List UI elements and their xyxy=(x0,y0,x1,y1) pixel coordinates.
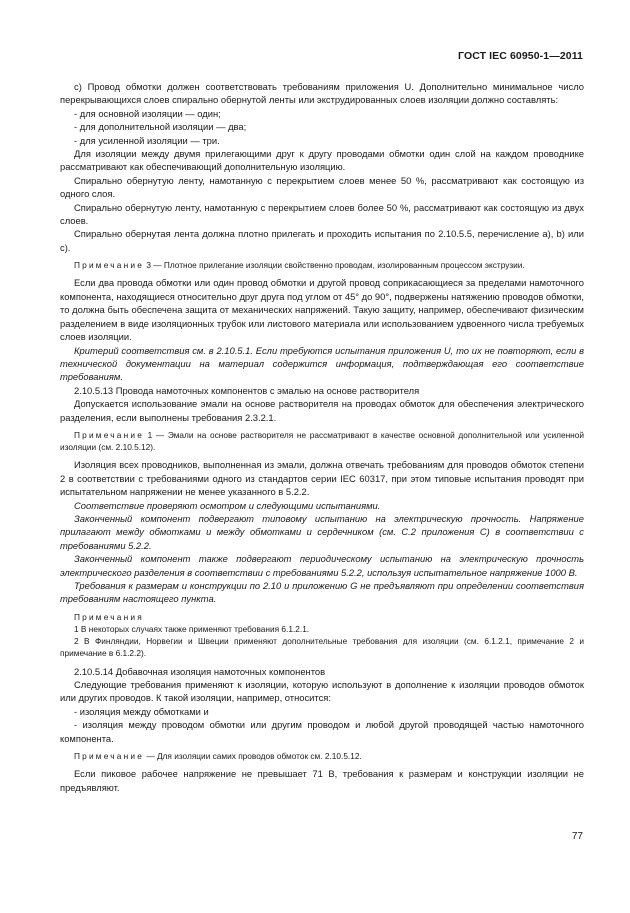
paragraph-text: Следующие требования применяют к изоляции, которую используют в дополнение к изоляции проводов обмоток или других проводов. К такой изоляции, например, относится: xyxy=(60,679,584,704)
paragraph xyxy=(60,397,584,424)
paragraph xyxy=(60,665,584,678)
paragraph xyxy=(60,384,584,397)
note-paragraph xyxy=(60,429,584,453)
note-label: Примечания xyxy=(74,611,144,622)
page-number: 77 xyxy=(571,831,583,842)
paragraph xyxy=(60,458,584,498)
paragraph-text: 1 — Эмали на основе растворителя не рассматривают в качестве основной дополнительной или усиленной изоляции (см. 2.10.5.12). xyxy=(60,429,584,453)
paragraph-text: - для дополнительной изоляции — два; xyxy=(74,121,247,133)
note-paragraph xyxy=(60,259,584,271)
paragraph-text: - изоляция между обмотками и xyxy=(74,705,209,717)
paragraph xyxy=(60,635,584,659)
paragraph-text: Законченный компонент подвергают типовому испытанию на электрическую прочность. Напряжение прилагают между обмотками и между обмотками и сердечником (см. С.2 приложения С) в соответствии с требованиями 5.2.2. xyxy=(60,512,584,551)
paragraph xyxy=(60,120,584,133)
paragraph-text: Спирально обернутая лента должна плотно прилегать и проходить испытания по 2.10.5.5, перечисление a), b) или c). xyxy=(60,228,584,253)
paragraph xyxy=(60,174,584,201)
paragraph-text: Если два провода обмотки или один провод обмотки и другой провод соприкасающиеся за пределами намоточного компонента, находящиеся относительно друг друга под углом от 45° до 90°, подвержены натяжению проводов обмотки, то должна быть обеспечена защита от механических напряжений. Такую защиту, например, обеспечивают физическим разделением в виде изоляционных трубок или листового материала или использованием удвоенного числа требуемых слоев изоляции. xyxy=(60,277,584,343)
paragraph-text: Спирально обернутую ленту, намотанную с перекрытием слоев более 50 %, рассматривают как состоящую из двух слоев. xyxy=(60,201,584,227)
note-paragraph xyxy=(60,611,584,623)
paragraph-text: Соответствие проверяют осмотром и следующими испытаниями. xyxy=(74,499,381,511)
note-paragraph xyxy=(60,750,584,762)
paragraph-text: 2.10.5.13 Провода намоточных компонентов с эмалью на основе растворителя xyxy=(74,384,420,396)
note-label: Примечание xyxy=(74,260,145,271)
paragraph xyxy=(60,201,584,228)
paragraph xyxy=(60,499,584,512)
document-header: ГОСТ IEC 60950-1—2011 xyxy=(458,50,583,62)
paragraph-text: 2.10.5.14 Добавочная изоляция намоточных компонентов xyxy=(74,665,326,677)
paragraph-text: Изоляция всех проводников, выполненная из эмали, должна отвечать требованиям для проводов обмоток степени 2 в соответствии с требованиями одного из стандартов серии IEC 60317, при этом типовые испытания проводят при испытательном напряжении не менее указанного в 5.2.2. xyxy=(60,459,584,498)
paragraph xyxy=(60,147,584,174)
paragraph xyxy=(60,344,584,384)
paragraph xyxy=(60,80,584,107)
paragraph-text: - для основной изоляции — один; xyxy=(74,107,221,119)
paragraph-text: Требования к размерам и конструкции по 2.10 и приложению G не предъявляют при определении соответствия требованиям настоящего пункта. xyxy=(60,580,584,605)
document-body xyxy=(60,80,584,794)
paragraph xyxy=(60,623,584,635)
note-label: Примечание xyxy=(74,429,145,440)
paragraph xyxy=(60,718,584,745)
paragraph-text: — Для изоляции самих проводов обмоток см. 2.10.5.12. xyxy=(144,751,362,762)
paragraph-text: 3 — Плотное прилегание изоляции свойственно проводам, изолированным процессом экструзии. xyxy=(144,260,525,271)
paragraph-text: c) Провод обмотки должен соответствовать требованиям приложения U. Дополнительно минимальное число перекрывающихся слоев спирально обернутой ленты или экструдированных слоев изоляции должно составлять: xyxy=(60,81,584,106)
paragraph xyxy=(60,678,584,705)
paragraph-text: 2 В Финляндии, Норвегии и Швеции применяют дополнительные требования для изоляции (см. 6.1.2.1, примечание 2 и примечание в 6.1.2.2). xyxy=(60,636,584,659)
paragraph xyxy=(60,579,584,606)
paragraph xyxy=(60,227,584,254)
paragraph-text: Допускается использование эмали на основе растворителя на проводах обмоток для обеспечения электрического разделения, если выполнены требования 2.3.2.1. xyxy=(60,398,584,423)
paragraph-text: 1 В некоторых случаях также применяют требования 6.1.2.1. xyxy=(74,624,310,635)
paragraph-text: Критерий соответствия см. в 2.10.5.1. Если требуются испытания приложения U, то их не повторяют, если в технической документации на материал содержится информация, подтверждающая его соответствие требованиям. xyxy=(60,344,584,383)
paragraph-text: Для изоляции между двумя прилегающими друг к другу проводами обмотки один слой на каждом проводнике рассматривают как обеспечивающий дополнительную изоляцию. xyxy=(60,148,584,173)
paragraph xyxy=(60,512,584,552)
paragraph xyxy=(60,767,584,794)
paragraph-text: Если пиковое рабочее напряжение не превышает 71 В, требования к размерам и конструкции изоляции не предъявляют. xyxy=(60,768,584,793)
paragraph-text: Спирально обернутую ленту, намотанную с перекрытием слоев менее 50 %, рассматривают как состоящую из одного слоя. xyxy=(60,174,584,200)
paragraph-text: - изоляция между проводом обмотки или другим проводом и любой другой проводящей частью намоточного компонента. xyxy=(60,719,584,744)
paragraph-text: - для усиленной изоляции — три. xyxy=(74,134,220,146)
paragraph-text: Законченный компонент также подвергают периодическому испытанию на электрическую прочность электрического разделения в соответствии с требованиями 5.2.2, используя испытательное напряжение 1000 В. xyxy=(60,553,584,578)
paragraph xyxy=(60,552,584,579)
paragraph xyxy=(60,276,584,343)
paragraph xyxy=(60,134,584,147)
note-label: Примечание xyxy=(74,751,145,762)
paragraph xyxy=(60,107,584,120)
paragraph xyxy=(60,705,584,718)
